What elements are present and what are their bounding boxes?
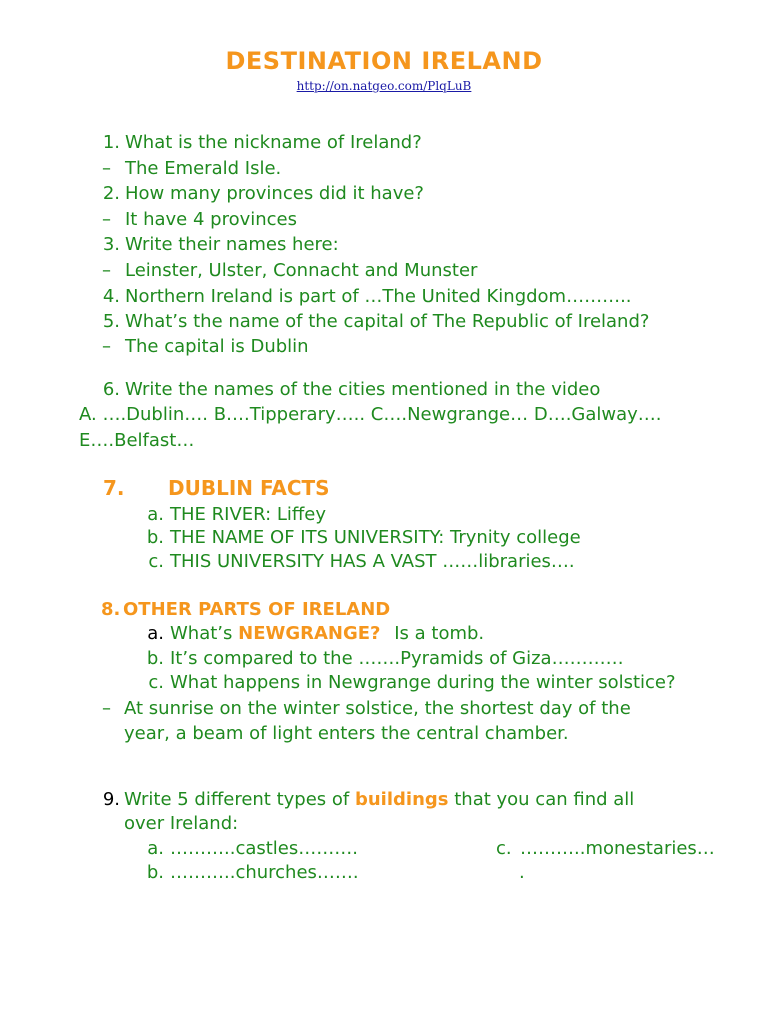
answer-text: year, a beam of light enters the central chamber. bbox=[124, 723, 569, 744]
dash-bullet: – bbox=[102, 698, 111, 719]
item-text bbox=[170, 622, 484, 646]
question-text: Write the names of the cities mentioned in the video bbox=[125, 379, 601, 400]
question-text: How many provinces did it have? bbox=[125, 183, 424, 204]
item-letter: c. bbox=[496, 838, 512, 859]
item-text: THE NAME OF ITS UNIVERSITY: Trynity college bbox=[170, 527, 581, 548]
question-number: 1. bbox=[102, 132, 120, 153]
answer-6-line-2: E….Belfast… bbox=[79, 430, 195, 451]
question-text: over Ireland: bbox=[124, 813, 239, 834]
item-letter: b. bbox=[146, 862, 164, 883]
dash-bullet: – bbox=[102, 260, 111, 281]
item-letter: a. bbox=[147, 623, 164, 644]
item-letter: c. bbox=[148, 551, 164, 572]
dash-bullet: – bbox=[102, 209, 111, 230]
question-number: 5. bbox=[102, 311, 120, 332]
item-text: What happens in Newgrange during the winter solstice? bbox=[170, 672, 676, 693]
item-text: ………..churches……. bbox=[170, 862, 359, 883]
question-text: What’s the name of the capital of The Republic of Ireland? bbox=[125, 311, 650, 332]
answer-text: The capital is Dublin bbox=[125, 336, 309, 357]
item-letter: a. bbox=[147, 504, 164, 525]
source-link[interactable]: http://on.natgeo.com/PlqLuB bbox=[296, 79, 472, 93]
item-letter: c. bbox=[148, 672, 164, 693]
item-text: THE RIVER: Liffey bbox=[170, 504, 327, 525]
item-letter: b. bbox=[146, 648, 164, 669]
answer-text: At sunrise on the winter solstice, the shortest day of the bbox=[124, 698, 631, 719]
page-title: DESTINATION IRELAND bbox=[225, 47, 543, 75]
dash-bullet: – bbox=[102, 336, 111, 357]
section-title: OTHER PARTS OF IRELAND bbox=[123, 599, 391, 620]
answer-text: Leinster, Ulster, Connacht and Munster bbox=[125, 260, 478, 281]
answer-text: The Emerald Isle. bbox=[125, 158, 282, 179]
question-text: Northern Ireland is part of …The United Kingdom……….. bbox=[125, 286, 632, 307]
section-number: 8. bbox=[101, 599, 121, 620]
newgrange-highlight: NEWGRANGE? bbox=[238, 623, 381, 644]
question-number: 3. bbox=[102, 234, 120, 255]
question-text bbox=[124, 788, 634, 812]
item-letter: b. bbox=[146, 527, 164, 548]
item-text: ………..castles………. bbox=[170, 838, 358, 859]
item-text: It’s compared to the …….Pyramids of Giza………… bbox=[170, 648, 624, 669]
dash-bullet: – bbox=[102, 158, 111, 179]
section-title: DUBLIN FACTS bbox=[168, 476, 330, 500]
question-number: 6. bbox=[102, 379, 120, 400]
item-prefix: What’s bbox=[170, 623, 233, 644]
answer-6-line-1: A. ….Dublin…. B….Tipperary….. C….Newgrange… D….Galway…. bbox=[79, 404, 662, 425]
question-text: Write their names here: bbox=[125, 234, 339, 255]
question-prefix: Write 5 different types of bbox=[124, 789, 350, 810]
question-number: 4. bbox=[102, 286, 120, 307]
section-number: 7. bbox=[103, 476, 125, 500]
buildings-highlight: buildings bbox=[354, 789, 449, 810]
question-suffix: that you can find all bbox=[454, 789, 635, 810]
trailing-dot: . bbox=[519, 862, 525, 883]
question-text: What is the nickname of Ireland? bbox=[125, 132, 422, 153]
item-text: THIS UNIVERSITY HAS A VAST ……libraries…. bbox=[170, 551, 575, 572]
question-number: 2. bbox=[102, 183, 120, 204]
item-suffix: Is a tomb. bbox=[394, 623, 485, 644]
answer-text: It have 4 provinces bbox=[125, 209, 298, 230]
item-letter: a. bbox=[147, 838, 164, 859]
item-text: ………..monestaries… bbox=[520, 838, 715, 859]
question-number: 9. bbox=[102, 789, 120, 810]
